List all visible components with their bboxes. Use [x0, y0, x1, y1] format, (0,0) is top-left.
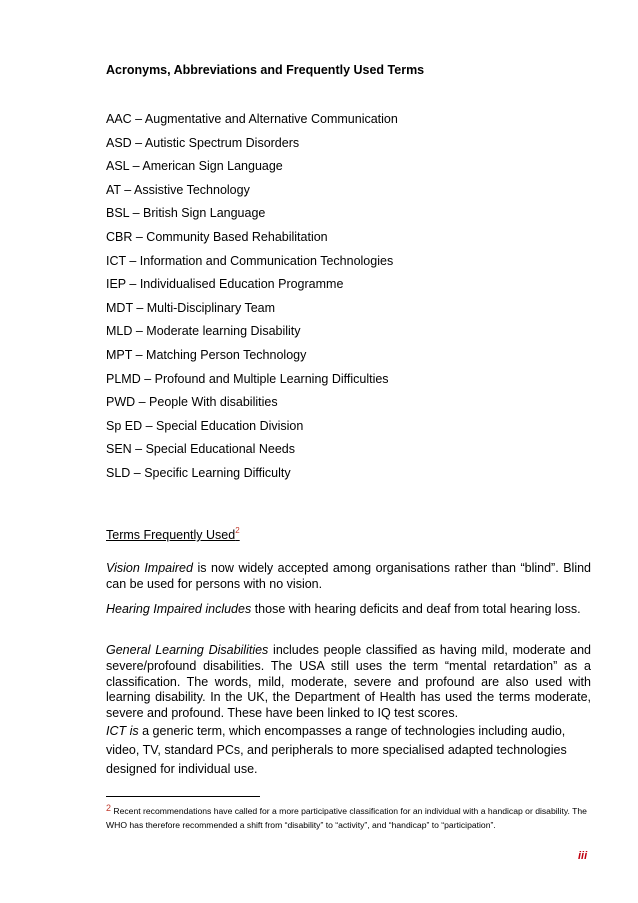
- paragraph-hearing-impaired: [106, 602, 591, 618]
- acronym-list: [106, 108, 398, 486]
- definition-hearing-impaired: those with hearing deficits and deaf from total hearing loss.: [251, 602, 581, 616]
- definition-general-learning-disabilities: includes people classified as having mild, moderate and severe/profound disabilities. The USA still uses the term “mental retardation” as a classification. The words, mild, moderate, severe and profound are also used with learning disability. In the UK, the Department of Health has used the terms moderate, severe and profound. These have been linked to IQ test scores.: [106, 643, 591, 721]
- term-vision-impaired: Vision Impaired: [106, 561, 193, 575]
- acronym-item: MDT – Multi-Disciplinary Team: [106, 300, 276, 315]
- acronym-item: SLD – Specific Learning Difficulty: [106, 465, 291, 480]
- terms-heading: [106, 526, 240, 542]
- acronym-item: BSL – British Sign Language: [106, 206, 266, 221]
- term-ict: ICT is: [106, 724, 139, 738]
- acronym-item: MLD – Moderate learning Disability: [106, 324, 301, 339]
- paragraph-vision-impaired: [106, 561, 591, 593]
- footnote: [106, 802, 596, 832]
- acronym-item: ICT – Information and Communication Technologies: [106, 253, 394, 268]
- acronym-item: AT – Assistive Technology: [106, 182, 250, 197]
- paragraph-general-learning-disabilities: [106, 643, 591, 722]
- page-number: iii: [578, 850, 588, 862]
- acronym-item: IEP – Individualised Education Programme: [106, 277, 344, 292]
- term-hearing-impaired: Hearing Impaired includes: [106, 602, 252, 616]
- footnote-divider: [106, 796, 260, 797]
- definition-vision-impaired: is now widely accepted among organisations rather than “blind”. Blind can be used for persons with no vision.: [106, 561, 591, 591]
- acronym-item: ASL – American Sign Language: [106, 159, 283, 174]
- footnote-reference[interactable]: 2: [235, 526, 240, 535]
- term-general-learning-disabilities: General Learning Disabilities: [106, 643, 269, 657]
- acronym-item: SEN – Special Educational Needs: [106, 442, 296, 457]
- footnote-text: Recent recommendations have called for a more participative classification for an individual with a handicap or disability. The WHO has therefore recommended a shift from “disability” to “activity”, and “handicap” to “participation”.: [106, 806, 587, 830]
- paragraph-ict: [106, 722, 591, 779]
- terms-heading-text: Terms Frequently Used: [106, 528, 236, 542]
- acronym-item: MPT – Matching Person Technology: [106, 347, 307, 362]
- acronym-item: PWD – People With disabilities: [106, 395, 278, 410]
- definition-ict: a generic term, which encompasses a range of technologies including audio, video, TV, standard PCs, and peripherals to more specialised adapted technologies designed for individual use.: [106, 724, 567, 776]
- acronym-item: Sp ED – Special Education Division: [106, 418, 304, 433]
- section-heading: Acronyms, Abbreviations and Frequently Used Terms: [106, 63, 425, 77]
- acronym-item: PLMD – Profound and Multiple Learning Difficulties: [106, 371, 389, 386]
- acronym-item: ASD – Autistic Spectrum Disorders: [106, 135, 300, 150]
- footnote-number: 2: [106, 803, 112, 813]
- acronym-item: CBR – Community Based Rehabilitation: [106, 229, 328, 244]
- acronym-item: AAC – Augmentative and Alternative Communication: [106, 112, 398, 126]
